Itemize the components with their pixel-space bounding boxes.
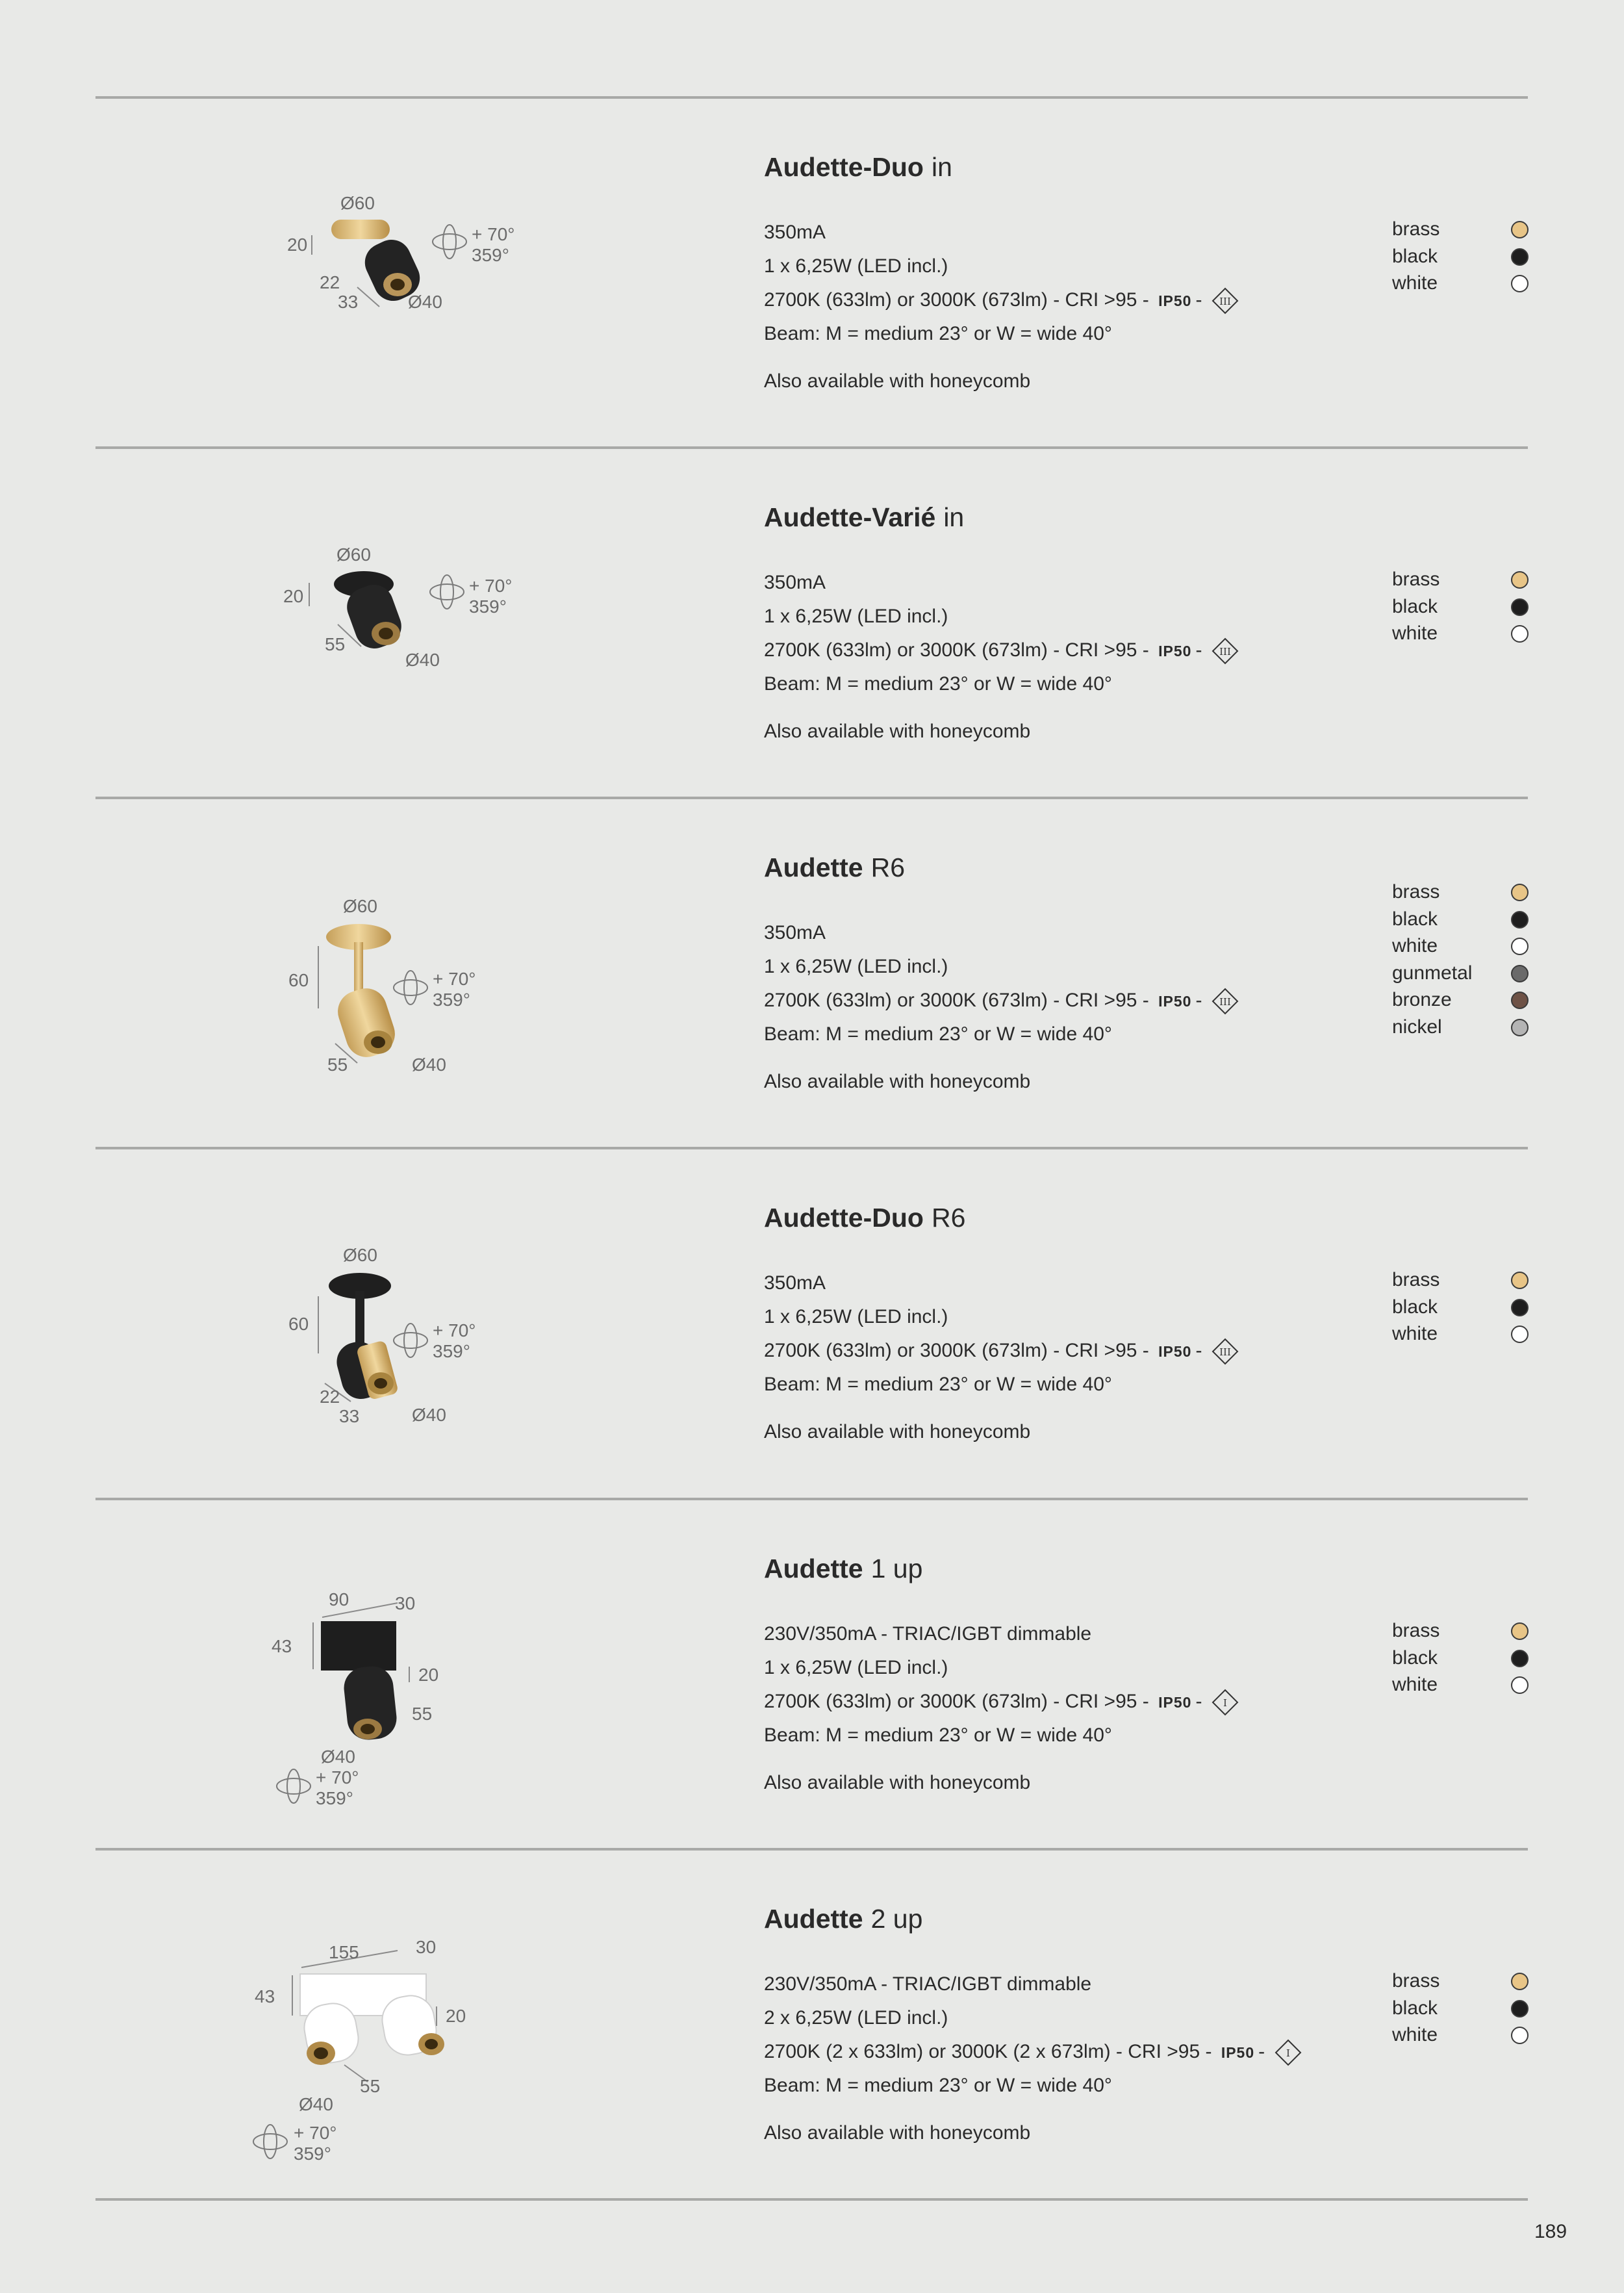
finish-swatch [1511, 938, 1529, 955]
dim-label: + 70° [469, 576, 513, 596]
finish-swatch [1511, 625, 1529, 643]
spec-text: 2700K (633lm) or 3000K (673lm) - CRI >95 - [764, 990, 1149, 1011]
finish-swatch [1511, 1622, 1529, 1640]
finish-swatch [1511, 598, 1529, 616]
rotation-icon [430, 575, 464, 609]
also-available-note: Also available with honeycomb [764, 1071, 1031, 1092]
product-drawing-svg [227, 488, 565, 774]
dim-label: Ø60 [336, 544, 371, 565]
dim-label: 33 [338, 292, 359, 312]
finish-item [1392, 906, 1529, 933]
ip-rating: IP50 [1158, 643, 1192, 660]
finish-item [1392, 243, 1529, 270]
product-entry [0, 1149, 1624, 1497]
class-symbol: I [1223, 1697, 1227, 1710]
also-available-note: Also available with honeycomb [764, 1772, 1031, 1793]
ip-rating: IP50 [1158, 292, 1192, 309]
product-name: Audette-Varié [764, 502, 936, 532]
spec-line [764, 634, 1239, 667]
separator: - [1195, 1340, 1202, 1361]
dim-label: Ø60 [343, 896, 377, 916]
finish-swatch [1511, 1272, 1529, 1289]
finish-label: white [1392, 1674, 1438, 1695]
finish-item [1392, 1967, 1529, 1995]
finish-swatch [1511, 992, 1529, 1009]
dim-label: 20 [446, 2006, 466, 2026]
finish-item [1392, 1320, 1529, 1348]
product-name: Audette [764, 1554, 863, 1583]
finish-label: brass [1392, 881, 1440, 903]
dim-label: 43 [272, 1636, 292, 1656]
product-variant: 1 up [870, 1554, 923, 1583]
also-available-note: Also available with honeycomb [764, 370, 1031, 392]
finish-label: white [1392, 272, 1438, 294]
product-name: Audette [764, 852, 863, 882]
dim-label: 90 [329, 1589, 349, 1609]
finish-label: brass [1392, 569, 1440, 590]
finish-label: white [1392, 935, 1438, 956]
finish-swatch [1511, 1326, 1529, 1343]
dim-label: 33 [339, 1406, 360, 1426]
finish-label: black [1392, 245, 1438, 267]
product-title [764, 502, 964, 533]
product-drawing-svg [227, 838, 565, 1124]
finish-item [1392, 216, 1529, 243]
spec-line: 350mA [764, 922, 826, 943]
dim-label: + 70° [472, 224, 515, 244]
ip-rating: IP50 [1158, 1694, 1192, 1711]
dim-label: 20 [283, 586, 304, 606]
finish-list [1392, 216, 1529, 297]
product-drawing [227, 1889, 565, 2175]
spec-text: 2700K (2 x 633lm) or 3000K (2 x 673lm) - CRI >95 - [764, 2041, 1212, 2062]
product-drawing [227, 1188, 565, 1474]
spec-line [764, 2035, 1302, 2069]
finish-list [1392, 1266, 1529, 1348]
dim-label: 20 [418, 1665, 439, 1685]
spec-line: Beam: M = medium 23° or W = wide 40° [764, 2075, 1112, 2096]
finish-label: black [1392, 595, 1438, 617]
dim-label: Ø40 [321, 1747, 355, 1767]
spec-line [764, 1334, 1239, 1368]
class-diamond-icon [1212, 637, 1239, 665]
spec-line: 350mA [764, 572, 826, 593]
spec-line: 230V/350mA - TRIAC/IGBT dimmable [764, 1973, 1092, 1995]
spec-line: 1 x 6,25W (LED incl.) [764, 1306, 948, 1327]
spec-text: 2700K (633lm) or 3000K (673lm) - CRI >95 - [764, 639, 1149, 661]
finish-item [1392, 1671, 1529, 1698]
product-entry [0, 99, 1624, 446]
dim-label: 60 [288, 1314, 309, 1334]
page-number: 189 [1534, 2221, 1567, 2242]
dim-label: Ø40 [408, 292, 442, 312]
spec-line: Beam: M = medium 23° or W = wide 40° [764, 673, 1112, 695]
finish-swatch [1511, 248, 1529, 266]
finish-label: black [1392, 1997, 1438, 2019]
finish-label: gunmetal [1392, 962, 1473, 984]
finish-list [1392, 1967, 1529, 2049]
product-variant: in [931, 152, 952, 182]
spec-line: Beam: M = medium 23° or W = wide 40° [764, 1023, 1112, 1045]
finish-label: nickel [1392, 1016, 1442, 1038]
product-name: Audette-Duo [764, 1203, 924, 1233]
finish-item [1392, 593, 1529, 621]
separator: - [1195, 990, 1202, 1011]
finish-swatch [1511, 1019, 1529, 1036]
product-title [764, 1554, 922, 1584]
product-specs [764, 1266, 1239, 1402]
product-title [764, 1904, 922, 1934]
finish-item [1392, 960, 1529, 987]
product-drawing-svg [227, 138, 565, 424]
spec-text: 2700K (633lm) or 3000K (673lm) - CRI >95 - [764, 1691, 1149, 1712]
dim-label: Ø40 [405, 650, 440, 670]
rotation-icon [394, 1324, 427, 1357]
class-symbol: III [1219, 1346, 1231, 1359]
ip-rating: IP50 [1221, 2044, 1255, 2061]
finish-item [1392, 1014, 1529, 1041]
product-variant: in [943, 502, 965, 532]
product-drawing-svg [227, 1539, 565, 1825]
product-specs [764, 566, 1239, 701]
product-name: Audette-Duo [764, 152, 924, 182]
spec-line: 350mA [764, 222, 826, 243]
rotation-icon [277, 1769, 311, 1803]
finish-swatch [1511, 2000, 1529, 2018]
finish-swatch [1511, 221, 1529, 238]
product-title [764, 1203, 965, 1233]
product-drawing [227, 1539, 565, 1825]
separator: - [1195, 639, 1202, 661]
spec-line [764, 1685, 1239, 1719]
class-symbol: I [1286, 2047, 1290, 2060]
finish-item [1392, 986, 1529, 1014]
finish-item [1392, 2021, 1529, 2049]
dim-label: 359° [294, 2144, 331, 2164]
spec-line: 1 x 6,25W (LED incl.) [764, 606, 948, 627]
finish-label: brass [1392, 218, 1440, 240]
finish-swatch [1511, 571, 1529, 589]
class-diamond-icon [1212, 1338, 1239, 1365]
spec-line: 230V/350mA - TRIAC/IGBT dimmable [764, 1623, 1092, 1645]
finish-swatch [1511, 275, 1529, 292]
dim-label: Ø40 [299, 2094, 333, 2114]
class-diamond-icon [1212, 1689, 1239, 1716]
finish-swatch [1511, 1299, 1529, 1316]
finish-label: brass [1392, 1620, 1440, 1641]
dim-label: Ø40 [412, 1055, 446, 1075]
finish-item [1392, 270, 1529, 297]
dim-label: 30 [416, 1937, 437, 1957]
finish-swatch [1511, 965, 1529, 982]
finish-swatch [1511, 2027, 1529, 2044]
spec-line [764, 283, 1239, 317]
product-title [764, 152, 952, 183]
dim-label: 43 [255, 1986, 275, 2006]
finish-list [1392, 1617, 1529, 1698]
finish-list [1392, 566, 1529, 647]
finish-list [1392, 878, 1529, 1040]
finish-label: brass [1392, 1970, 1440, 1992]
finish-label: white [1392, 2024, 1438, 2045]
dim-label: 22 [320, 272, 340, 292]
dim-label: 359° [433, 1341, 470, 1361]
spec-line: 350mA [764, 1272, 826, 1294]
finish-item [1392, 1617, 1529, 1645]
spec-line: 1 x 6,25W (LED incl.) [764, 255, 948, 277]
spec-text: 2700K (633lm) or 3000K (673lm) - CRI >95 - [764, 1340, 1149, 1361]
product-entry [0, 1500, 1624, 1848]
dim-label: Ø60 [343, 1245, 377, 1265]
spec-line: 1 x 6,25W (LED incl.) [764, 956, 948, 977]
finish-item [1392, 1266, 1529, 1294]
divider [95, 2198, 1528, 2201]
spec-text: 2700K (633lm) or 3000K (673lm) - CRI >95 - [764, 289, 1149, 311]
spec-line: Beam: M = medium 23° or W = wide 40° [764, 323, 1112, 344]
dim-label: 359° [433, 990, 470, 1010]
finish-label: bronze [1392, 989, 1452, 1010]
spec-line: 1 x 6,25W (LED incl.) [764, 1657, 948, 1678]
product-entry [0, 1851, 1624, 2198]
class-diamond-icon [1212, 287, 1239, 314]
finish-swatch [1511, 1650, 1529, 1667]
dim-label: Ø60 [340, 193, 375, 213]
finish-label: brass [1392, 1269, 1440, 1290]
dim-label: 55 [325, 634, 346, 654]
spec-line: 2 x 6,25W (LED incl.) [764, 2007, 948, 2029]
product-specs [764, 1967, 1302, 2103]
ip-rating: IP50 [1158, 993, 1192, 1010]
product-name: Audette [764, 1904, 863, 1934]
dim-label: 155 [329, 1942, 359, 1962]
dim-label: 55 [327, 1055, 348, 1075]
product-drawing [227, 838, 565, 1124]
product-drawing-svg [227, 1188, 565, 1474]
finish-item [1392, 1995, 1529, 2022]
finish-swatch [1511, 1973, 1529, 1990]
dim-label: 60 [288, 970, 309, 990]
finish-label: white [1392, 1323, 1438, 1344]
rotation-icon [253, 2125, 287, 2158]
dim-label: 359° [316, 1788, 353, 1808]
class-diamond-icon [1275, 2039, 1302, 2066]
finish-item [1392, 1294, 1529, 1321]
class-symbol: III [1219, 996, 1231, 1008]
dim-label: + 70° [433, 969, 476, 989]
dim-label: 359° [469, 596, 507, 617]
product-specs [764, 216, 1239, 351]
separator: - [1195, 1691, 1202, 1712]
product-drawing-svg [227, 1889, 565, 2175]
dim-label: 359° [472, 245, 509, 265]
dim-label: + 70° [294, 2123, 337, 2143]
finish-label: black [1392, 1296, 1438, 1318]
product-entry [0, 799, 1624, 1147]
separator: - [1195, 289, 1202, 311]
separator: - [1258, 2041, 1265, 2062]
product-variant: R6 [870, 852, 906, 882]
finish-swatch [1511, 884, 1529, 901]
class-symbol: III [1219, 296, 1231, 308]
finish-swatch [1511, 1676, 1529, 1694]
product-variant: 2 up [870, 1904, 923, 1934]
finish-item [1392, 878, 1529, 906]
spec-line: Beam: M = medium 23° or W = wide 40° [764, 1374, 1112, 1395]
product-title [764, 852, 905, 883]
dim-label: 20 [287, 235, 308, 255]
rotation-icon [394, 971, 427, 1005]
finish-swatch [1511, 911, 1529, 929]
product-specs [764, 1617, 1239, 1752]
finish-item [1392, 932, 1529, 960]
dim-label: + 70° [433, 1320, 476, 1340]
spec-line [764, 984, 1239, 1018]
dim-label: Ø40 [412, 1405, 446, 1425]
dim-label: 22 [320, 1387, 340, 1407]
also-available-note: Also available with honeycomb [764, 721, 1031, 742]
class-symbol: III [1219, 646, 1231, 658]
finish-label: black [1392, 908, 1438, 930]
finish-item [1392, 620, 1529, 647]
rotation-icon [433, 225, 466, 259]
class-diamond-icon [1212, 988, 1239, 1015]
ip-rating: IP50 [1158, 1343, 1192, 1360]
dim-label: + 70° [316, 1767, 359, 1787]
spec-line: Beam: M = medium 23° or W = wide 40° [764, 1724, 1112, 1746]
finish-label: white [1392, 622, 1438, 644]
finish-label: black [1392, 1646, 1438, 1669]
finish-item [1392, 1645, 1529, 1672]
dim-label: 30 [395, 1593, 416, 1613]
dim-label: 55 [360, 2076, 381, 2096]
product-drawing [227, 488, 565, 774]
product-entry [0, 449, 1624, 797]
product-drawing [227, 138, 565, 424]
product-specs [764, 916, 1239, 1051]
dim-label: 55 [412, 1704, 433, 1724]
also-available-note: Also available with honeycomb [764, 2122, 1031, 2144]
finish-item [1392, 566, 1529, 593]
also-available-note: Also available with honeycomb [764, 1421, 1031, 1442]
product-variant: R6 [931, 1203, 966, 1233]
